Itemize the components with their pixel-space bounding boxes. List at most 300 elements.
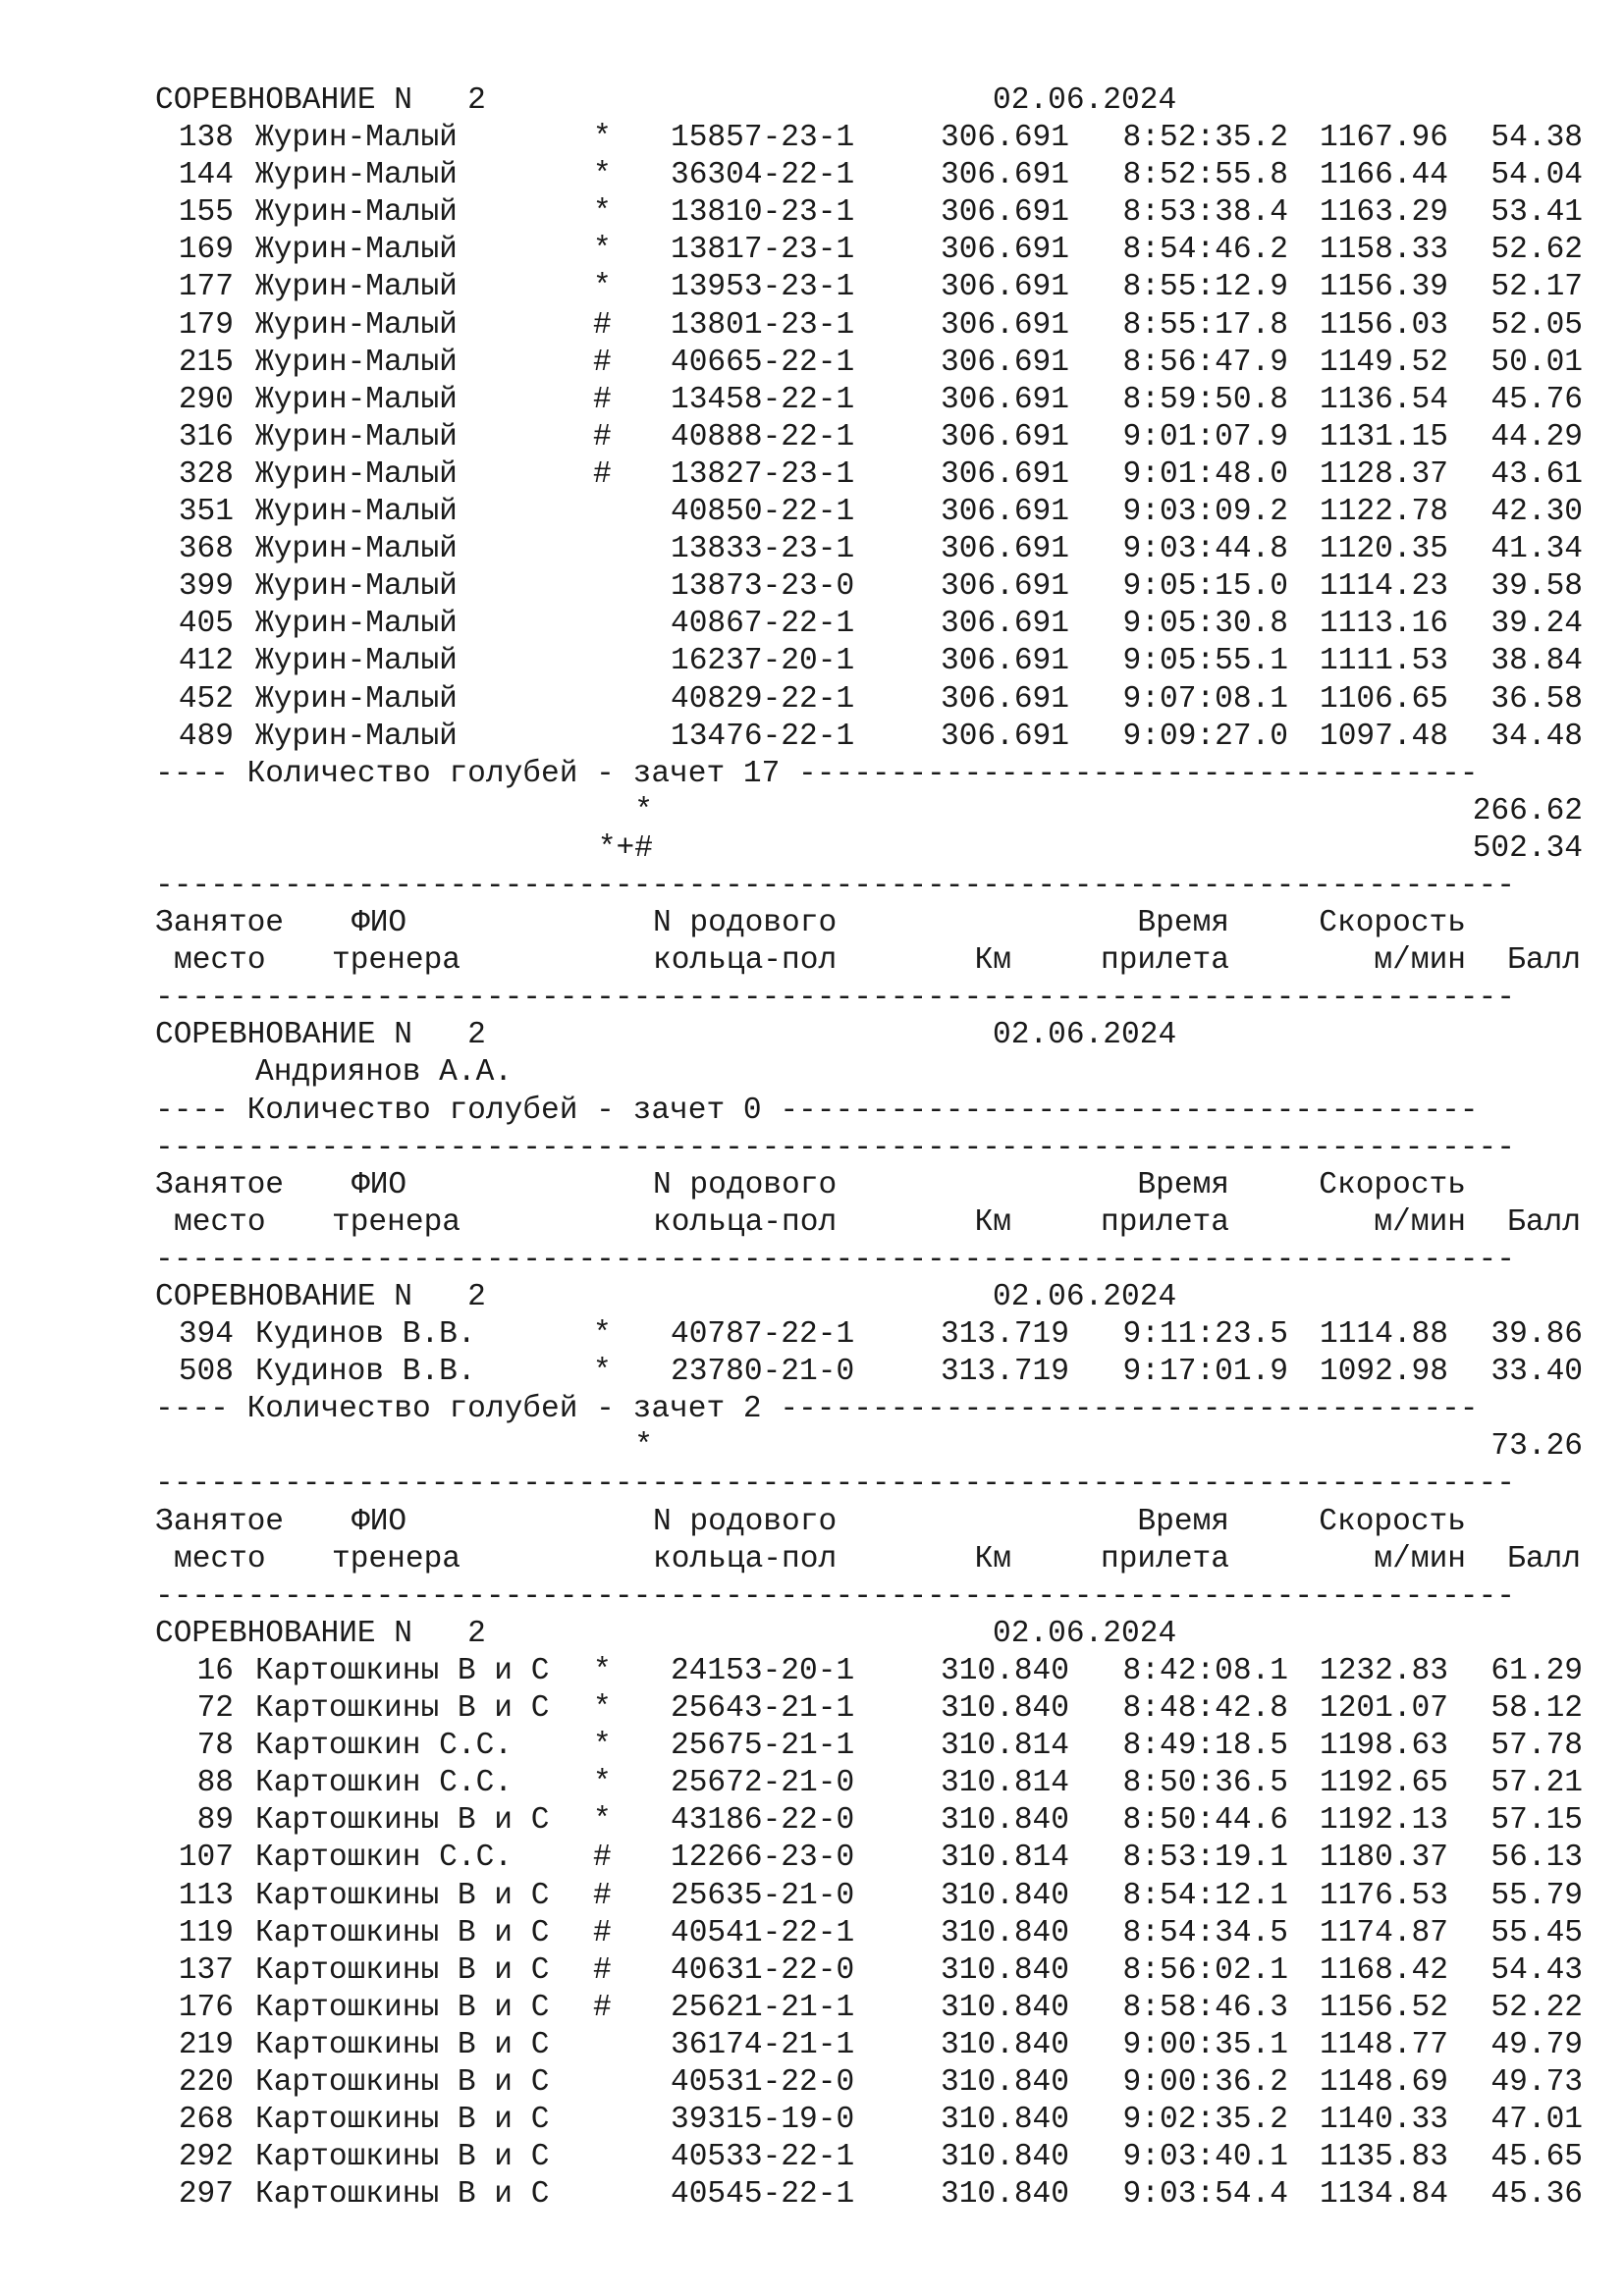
distance-km: 306.691 xyxy=(940,495,1069,530)
mark: * xyxy=(593,195,612,231)
speed: 1192.13 xyxy=(1319,1803,1448,1839)
place: 155 xyxy=(178,195,234,231)
arrival-time: 8:56:47.9 xyxy=(1122,345,1288,380)
place: 268 xyxy=(178,2103,234,2138)
trainer: Картошкины В и С xyxy=(255,2140,550,2175)
ring-number: 15857-23-1 xyxy=(671,121,855,156)
header-time: прилета xyxy=(1100,1541,1229,1576)
ring-number: 40541-22-1 xyxy=(671,1915,855,1950)
speed: 1148.69 xyxy=(1319,2064,1448,2100)
ring-number: 12266-23-0 xyxy=(671,1841,855,1876)
place: 405 xyxy=(178,607,234,642)
mark: # xyxy=(593,1952,612,1988)
distance-km: 310.840 xyxy=(940,1878,1069,1913)
place: 219 xyxy=(178,2027,234,2062)
trainer-name-line xyxy=(0,1054,1624,1092)
competition-title: СОРЕВНОВАНИЕ N 2 xyxy=(155,83,486,118)
speed: 1201.07 xyxy=(1319,1691,1448,1727)
header-km: Км xyxy=(974,1204,1011,1240)
mark: * xyxy=(593,270,612,305)
ring-number: 43186-22-0 xyxy=(671,1803,855,1839)
speed: 1128.37 xyxy=(1319,456,1448,492)
header-speed: Скорость xyxy=(1319,1504,1466,1539)
speed: 1163.29 xyxy=(1319,195,1448,231)
competition-title: СОРЕВНОВАНИЕ N 2 xyxy=(155,1018,486,1053)
result-row xyxy=(0,2139,1624,2176)
trainer: Журин-Малый xyxy=(255,345,458,380)
result-row xyxy=(0,419,1624,456)
result-row xyxy=(0,1354,1624,1391)
distance-km: 306.691 xyxy=(940,270,1069,305)
trainer: Журин-Малый xyxy=(255,419,458,454)
ring-number: 25621-21-1 xyxy=(671,1990,855,2025)
speed: 1166.44 xyxy=(1319,158,1448,193)
place: 176 xyxy=(178,1990,234,2025)
place: 169 xyxy=(178,233,234,268)
distance-km: 306.691 xyxy=(940,607,1069,642)
result-row xyxy=(0,719,1624,756)
score: 39.24 xyxy=(1490,607,1583,642)
arrival-time: 8:54:34.5 xyxy=(1122,1915,1288,1950)
place: 452 xyxy=(178,681,234,717)
arrival-time: 9:05:15.0 xyxy=(1122,569,1288,605)
score: 39.58 xyxy=(1490,569,1583,605)
header-place: место xyxy=(174,1204,266,1240)
score: 57.21 xyxy=(1490,1766,1583,1801)
distance-km: 310.840 xyxy=(940,2027,1069,2062)
arrival-time: 9:01:48.0 xyxy=(1122,456,1288,492)
place: 107 xyxy=(178,1841,234,1876)
distance-km: 306.691 xyxy=(940,532,1069,567)
result-row xyxy=(0,494,1624,531)
result-row xyxy=(0,382,1624,419)
competition-date: 02.06.2024 xyxy=(993,83,1177,118)
distance-km: 310.814 xyxy=(940,1729,1069,1764)
place: 137 xyxy=(178,1952,234,1988)
place: 89 xyxy=(196,1803,234,1839)
ring-number: 36174-21-1 xyxy=(671,2027,855,2062)
ring-number: 13953-23-1 xyxy=(671,270,855,305)
competition-title: СОРЕВНОВАНИЕ N 2 xyxy=(155,1616,486,1651)
competition-title: СОРЕВНОВАНИЕ N 2 xyxy=(155,1280,486,1314)
place: 177 xyxy=(178,270,234,305)
trainer: Картошкины В и С xyxy=(255,2027,550,2062)
result-row xyxy=(0,345,1624,382)
trainer: Картошкин С.С. xyxy=(255,1766,514,1801)
place: 351 xyxy=(178,495,234,530)
result-row xyxy=(0,1915,1624,1952)
header-trainer: ФИО xyxy=(352,1167,407,1202)
arrival-time: 9:03:54.4 xyxy=(1122,2177,1288,2213)
score: 52.62 xyxy=(1490,233,1583,268)
total-mark: * xyxy=(634,1429,653,1465)
result-row xyxy=(0,1728,1624,1765)
divider xyxy=(0,1130,1624,1167)
header-score: Балл xyxy=(1507,1541,1581,1576)
mark: * xyxy=(593,1729,612,1764)
total-value: 266.62 xyxy=(1472,793,1583,828)
mark: * xyxy=(593,121,612,156)
pigeon-count: ---- Количество голубей - зачет 2 -------------------------------------- xyxy=(155,1392,1479,1427)
divider xyxy=(0,1242,1624,1279)
arrival-time: 9:00:35.1 xyxy=(1122,2027,1288,2062)
arrival-time: 8:53:38.4 xyxy=(1122,195,1288,231)
ring-number: 40545-22-1 xyxy=(671,2177,855,2213)
divider xyxy=(0,868,1624,905)
distance-km: 310.840 xyxy=(940,2103,1069,2138)
result-row xyxy=(0,1990,1624,2027)
score: 34.48 xyxy=(1490,719,1583,754)
speed: 1140.33 xyxy=(1319,2103,1448,2138)
header-km: Км xyxy=(974,1541,1011,1576)
header-place: Занятое xyxy=(155,906,285,941)
header-time: прилета xyxy=(1100,943,1229,979)
place: 16 xyxy=(196,1653,234,1688)
trainer: Журин-Малый xyxy=(255,121,458,156)
speed: 1135.83 xyxy=(1319,2140,1448,2175)
speed: 1092.98 xyxy=(1319,1355,1448,1390)
arrival-time: 9:03:44.8 xyxy=(1122,532,1288,567)
trainer: Журин-Малый xyxy=(255,307,458,343)
header-time: Время xyxy=(1137,1167,1229,1202)
place: 399 xyxy=(178,569,234,605)
divider-dashes: -------------------------------------------------------------------------- xyxy=(155,981,1515,1016)
ring-number: 40787-22-1 xyxy=(671,1317,855,1353)
ring-number: 40631-22-0 xyxy=(671,1952,855,1988)
distance-km: 310.840 xyxy=(940,1803,1069,1839)
result-row xyxy=(0,1802,1624,1840)
distance-km: 306.691 xyxy=(940,121,1069,156)
trainer: Кудинов В.В. xyxy=(255,1317,476,1353)
header-speed: Скорость xyxy=(1319,906,1466,941)
result-row xyxy=(0,531,1624,568)
distance-km: 306.691 xyxy=(940,419,1069,454)
ring-number: 40533-22-1 xyxy=(671,2140,855,2175)
header-score: Балл xyxy=(1507,943,1581,979)
header-place: место xyxy=(174,943,266,979)
ring-number: 25672-21-0 xyxy=(671,1766,855,1801)
result-row xyxy=(0,568,1624,606)
distance-km: 306.691 xyxy=(940,644,1069,679)
ring-number: 13873-23-0 xyxy=(671,569,855,605)
mark: * xyxy=(593,1691,612,1727)
ring-number: 24153-20-1 xyxy=(671,1653,855,1688)
divider-dashes: -------------------------------------------------------------------------- xyxy=(155,1242,1515,1277)
score: 57.78 xyxy=(1490,1729,1583,1764)
header-speed: Скорость xyxy=(1319,1167,1466,1202)
results-document xyxy=(0,82,1624,2214)
speed: 1113.16 xyxy=(1319,607,1448,642)
arrival-time: 8:55:12.9 xyxy=(1122,270,1288,305)
place: 138 xyxy=(178,121,234,156)
score: 49.79 xyxy=(1490,2027,1583,2062)
speed: 1114.23 xyxy=(1319,569,1448,605)
divider xyxy=(0,980,1624,1017)
header-trainer: тренера xyxy=(332,1541,461,1576)
score: 54.38 xyxy=(1490,121,1583,156)
distance-km: 306.691 xyxy=(940,195,1069,231)
score: 45.65 xyxy=(1490,2140,1583,2175)
trainer: Журин-Малый xyxy=(255,195,458,231)
ring-number: 40850-22-1 xyxy=(671,495,855,530)
result-row xyxy=(0,643,1624,680)
result-row xyxy=(0,606,1624,643)
score: 45.36 xyxy=(1490,2177,1583,2213)
divider xyxy=(0,1578,1624,1616)
trainer: Картошкины В и С xyxy=(255,1691,550,1727)
arrival-time: 9:09:27.0 xyxy=(1122,719,1288,754)
speed: 1131.15 xyxy=(1319,419,1448,454)
mark: # xyxy=(593,1915,612,1950)
trainer: Кудинов В.В. xyxy=(255,1355,476,1390)
score: 38.84 xyxy=(1490,644,1583,679)
speed: 1097.48 xyxy=(1319,719,1448,754)
score: 55.79 xyxy=(1490,1878,1583,1913)
section-title xyxy=(0,82,1624,120)
trainer: Журин-Малый xyxy=(255,495,458,530)
header-ring: N родового xyxy=(653,1167,838,1202)
header-ring: кольца-пол xyxy=(653,1541,838,1576)
speed: 1156.52 xyxy=(1319,1990,1448,2025)
speed: 1136.54 xyxy=(1319,382,1448,417)
divider-dashes: -------------------------------------------------------------------------- xyxy=(155,1578,1515,1614)
trainer: Картошкины В и С xyxy=(255,1803,550,1839)
arrival-time: 8:52:35.2 xyxy=(1122,121,1288,156)
score: 41.34 xyxy=(1490,532,1583,567)
place: 292 xyxy=(178,2140,234,2175)
competition-date: 02.06.2024 xyxy=(993,1280,1177,1314)
arrival-time: 9:01:07.9 xyxy=(1122,419,1288,454)
score: 50.01 xyxy=(1490,345,1583,380)
distance-km: 313.719 xyxy=(940,1317,1069,1353)
arrival-time: 8:54:12.1 xyxy=(1122,1878,1288,1913)
result-row xyxy=(0,157,1624,194)
place: 368 xyxy=(178,532,234,567)
trainer: Журин-Малый xyxy=(255,681,458,717)
ring-number: 25643-21-1 xyxy=(671,1691,855,1727)
trainer: Картошкины В и С xyxy=(255,2177,550,2213)
score: 54.43 xyxy=(1490,1952,1583,1988)
pigeon-count: ---- Количество голубей - зачет 0 -------------------------------------- xyxy=(155,1093,1479,1128)
trainer: Журин-Малый xyxy=(255,532,458,567)
header-time: Время xyxy=(1137,906,1229,941)
header-ring: кольца-пол xyxy=(653,1204,838,1240)
header-ring: кольца-пол xyxy=(653,943,838,979)
trainer: Картошкин С.С. xyxy=(255,1841,514,1876)
table-header-row xyxy=(0,1541,1624,1578)
table-header-row xyxy=(0,1167,1624,1204)
result-row xyxy=(0,232,1624,269)
ring-number: 23780-21-0 xyxy=(671,1355,855,1390)
header-ring: N родового xyxy=(653,1504,838,1539)
place: 394 xyxy=(178,1317,234,1353)
ring-number: 16237-20-1 xyxy=(671,644,855,679)
total-mark: *+# xyxy=(597,830,653,866)
distance-km: 310.840 xyxy=(940,2064,1069,2100)
score: 57.15 xyxy=(1490,1803,1583,1839)
speed: 1168.42 xyxy=(1319,1952,1448,1988)
trainer: Картошкины В и С xyxy=(255,1653,550,1688)
mark: * xyxy=(593,1355,612,1390)
distance-km: 310.840 xyxy=(940,2140,1069,2175)
speed: 1134.84 xyxy=(1319,2177,1448,2213)
arrival-time: 8:52:55.8 xyxy=(1122,158,1288,193)
divider-dashes: -------------------------------------------------------------------------- xyxy=(155,868,1515,903)
trainer: Картошкины В и С xyxy=(255,1990,550,2025)
header-place: Занятое xyxy=(155,1504,285,1539)
speed: 1149.52 xyxy=(1319,345,1448,380)
distance-km: 306.691 xyxy=(940,345,1069,380)
ring-number: 40888-22-1 xyxy=(671,419,855,454)
total-line xyxy=(0,830,1624,868)
divider-dashes: -------------------------------------------------------------------------- xyxy=(155,1467,1515,1502)
table-header-row xyxy=(0,1504,1624,1541)
ring-number: 40665-22-1 xyxy=(671,345,855,380)
count-line xyxy=(0,1391,1624,1428)
trainer: Журин-Малый xyxy=(255,270,458,305)
speed: 1192.65 xyxy=(1319,1766,1448,1801)
score: 52.17 xyxy=(1490,270,1583,305)
distance-km: 306.691 xyxy=(940,719,1069,754)
section-title xyxy=(0,1279,1624,1316)
distance-km: 310.840 xyxy=(940,1915,1069,1950)
score: 33.40 xyxy=(1490,1355,1583,1390)
mark: # xyxy=(593,307,612,343)
speed: 1111.53 xyxy=(1319,644,1448,679)
result-row xyxy=(0,2102,1624,2139)
arrival-time: 9:07:08.1 xyxy=(1122,681,1288,717)
competition-date: 02.06.2024 xyxy=(993,1018,1177,1053)
ring-number: 40829-22-1 xyxy=(671,681,855,717)
ring-number: 13833-23-1 xyxy=(671,532,855,567)
table-header-row xyxy=(0,1204,1624,1242)
arrival-time: 8:58:46.3 xyxy=(1122,1990,1288,2025)
place: 328 xyxy=(178,456,234,492)
trainer: Картошкины В и С xyxy=(255,1878,550,1913)
trainer-name: Андриянов А.А. xyxy=(255,1055,514,1091)
trainer: Журин-Малый xyxy=(255,158,458,193)
result-row xyxy=(0,1690,1624,1728)
mark: * xyxy=(593,158,612,193)
header-trainer: тренера xyxy=(332,943,461,979)
total-value: 73.26 xyxy=(1490,1429,1583,1465)
total-line xyxy=(0,1428,1624,1466)
trainer: Журин-Малый xyxy=(255,719,458,754)
speed: 1198.63 xyxy=(1319,1729,1448,1764)
place: 119 xyxy=(178,1915,234,1950)
distance-km: 306.691 xyxy=(940,569,1069,605)
score: 45.76 xyxy=(1490,382,1583,417)
result-row xyxy=(0,269,1624,306)
total-value: 502.34 xyxy=(1472,830,1583,866)
table-header-row xyxy=(0,942,1624,980)
arrival-time: 9:03:40.1 xyxy=(1122,2140,1288,2175)
place: 144 xyxy=(178,158,234,193)
result-row xyxy=(0,681,1624,719)
result-row xyxy=(0,1653,1624,1690)
speed: 1148.77 xyxy=(1319,2027,1448,2062)
result-row xyxy=(0,2064,1624,2102)
distance-km: 310.840 xyxy=(940,1653,1069,1688)
distance-km: 306.691 xyxy=(940,307,1069,343)
ring-number: 13458-22-1 xyxy=(671,382,855,417)
trainer: Журин-Малый xyxy=(255,456,458,492)
ring-number: 39315-19-0 xyxy=(671,2103,855,2138)
arrival-time: 8:56:02.1 xyxy=(1122,1952,1288,1988)
result-row xyxy=(0,1316,1624,1354)
distance-km: 306.691 xyxy=(940,681,1069,717)
distance-km: 306.691 xyxy=(940,382,1069,417)
score: 61.29 xyxy=(1490,1653,1583,1688)
place: 290 xyxy=(178,382,234,417)
header-time: прилета xyxy=(1100,1204,1229,1240)
table-header-row xyxy=(0,905,1624,942)
trainer: Картошкины В и С xyxy=(255,1915,550,1950)
header-trainer: ФИО xyxy=(352,906,407,941)
score: 49.73 xyxy=(1490,2064,1583,2100)
result-row xyxy=(0,194,1624,232)
place: 78 xyxy=(196,1729,234,1764)
ring-number: 13817-23-1 xyxy=(671,233,855,268)
ring-number: 13801-23-1 xyxy=(671,307,855,343)
result-row xyxy=(0,2027,1624,2064)
mark: # xyxy=(593,382,612,417)
header-time: Время xyxy=(1137,1504,1229,1539)
distance-km: 306.691 xyxy=(940,233,1069,268)
header-speed: м/мин xyxy=(1374,943,1466,979)
distance-km: 310.814 xyxy=(940,1841,1069,1876)
arrival-time: 9:05:30.8 xyxy=(1122,607,1288,642)
header-speed: м/мин xyxy=(1374,1541,1466,1576)
distance-km: 310.840 xyxy=(940,2177,1069,2213)
place: 215 xyxy=(178,345,234,380)
speed: 1156.39 xyxy=(1319,270,1448,305)
place: 297 xyxy=(178,2177,234,2213)
mark: * xyxy=(593,1766,612,1801)
score: 42.30 xyxy=(1490,495,1583,530)
arrival-time: 9:02:35.2 xyxy=(1122,2103,1288,2138)
place: 113 xyxy=(178,1878,234,1913)
score: 44.29 xyxy=(1490,419,1583,454)
mark: # xyxy=(593,1878,612,1913)
distance-km: 310.840 xyxy=(940,1691,1069,1727)
score: 58.12 xyxy=(1490,1691,1583,1727)
trainer: Картошкины В и С xyxy=(255,2064,550,2100)
place: 412 xyxy=(178,644,234,679)
count-line xyxy=(0,1093,1624,1130)
speed: 1176.53 xyxy=(1319,1878,1448,1913)
trainer: Журин-Малый xyxy=(255,644,458,679)
competition-date: 02.06.2024 xyxy=(993,1616,1177,1651)
arrival-time: 8:42:08.1 xyxy=(1122,1653,1288,1688)
header-trainer: ФИО xyxy=(352,1504,407,1539)
total-line xyxy=(0,793,1624,830)
place: 179 xyxy=(178,307,234,343)
arrival-time: 9:17:01.9 xyxy=(1122,1355,1288,1390)
result-row xyxy=(0,2176,1624,2214)
arrival-time: 8:49:18.5 xyxy=(1122,1729,1288,1764)
distance-km: 310.814 xyxy=(940,1766,1069,1801)
result-row xyxy=(0,1765,1624,1802)
result-row xyxy=(0,456,1624,494)
speed: 1180.37 xyxy=(1319,1841,1448,1876)
arrival-time: 8:55:17.8 xyxy=(1122,307,1288,343)
divider-dashes: -------------------------------------------------------------------------- xyxy=(155,1130,1515,1165)
arrival-time: 9:03:09.2 xyxy=(1122,495,1288,530)
arrival-time: 8:59:50.8 xyxy=(1122,382,1288,417)
distance-km: 313.719 xyxy=(940,1355,1069,1390)
result-row xyxy=(0,307,1624,345)
